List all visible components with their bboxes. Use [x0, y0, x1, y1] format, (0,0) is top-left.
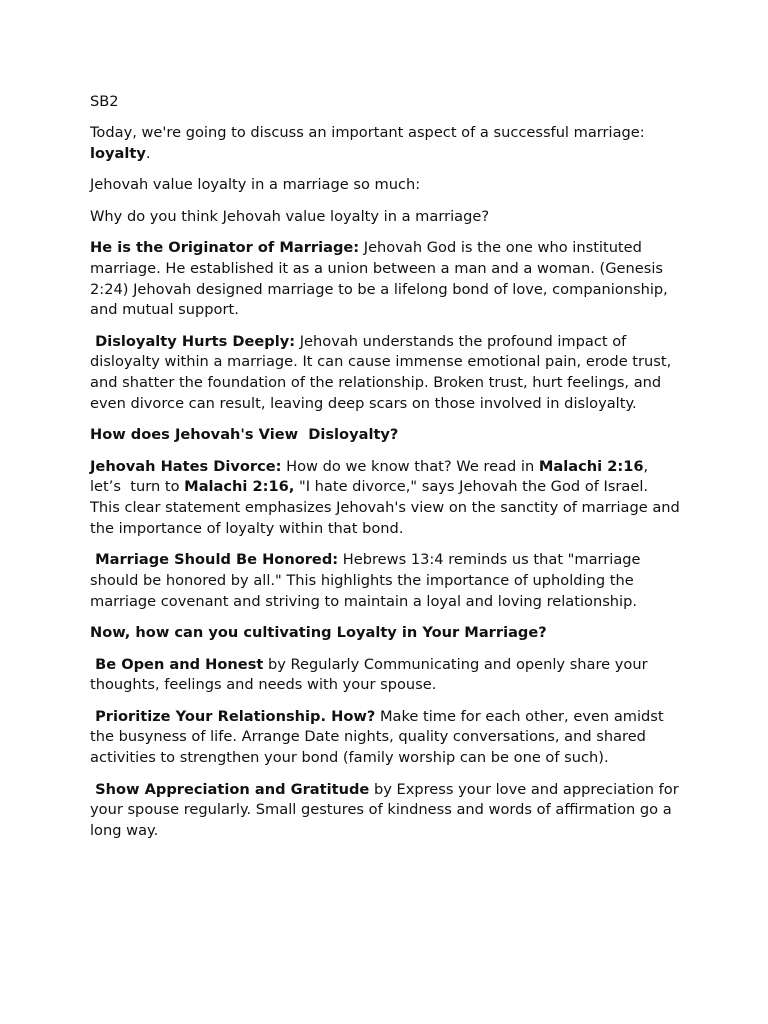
prioritize-text: Make time for each other, even amidst the busyness of life. Arrange Date nights, quality conversations, and shared activities to strengthen your bond (family worship can be one of such). — [90, 707, 669, 767]
question-view-text: How does Jehovah's View Disloyalty? — [90, 426, 399, 444]
open-honest-paragraph — [90, 655, 682, 697]
appreciation-paragraph — [90, 780, 682, 842]
disloyalty-paragraph — [90, 332, 682, 415]
hates-divorce-text-2: , let’s turn to — [90, 457, 653, 496]
malachi-reference-2: Malachi 2:16, — [184, 478, 295, 496]
question-view-paragraph — [90, 425, 682, 446]
value-paragraph — [90, 175, 682, 196]
document-page — [90, 92, 685, 852]
intro-text: Today, we're going to discuss an important aspect of a successful marriage: — [90, 124, 650, 142]
intro-paragraph — [90, 123, 682, 165]
originator-heading: He is the Originator of Marriage: — [90, 238, 360, 256]
malachi-reference-1: Malachi 2:16 — [538, 457, 644, 475]
appreciation-heading: Show Appreciation and Gratitude — [90, 780, 370, 798]
honored-paragraph — [90, 550, 682, 612]
open-honest-heading: Be Open and Honest — [90, 655, 264, 673]
hates-divorce-text-3: "I hate divorce," says Jehovah the God of Israel. This clear statement emphasizes Jehovah's view on the sanctity of marriage and the importance of loyalty within that bond. — [90, 478, 685, 538]
open-honest-text: by Regularly Communicating and openly share your thoughts, feelings and needs with your spouse. — [90, 655, 653, 694]
intro-tail: . — [145, 145, 151, 163]
question-why-text: Why do you think Jehovah value loyalty in a marriage? — [90, 207, 490, 225]
honored-text: Hebrews 13:4 reminds us that "marriage should be honored by all." This highlights the importance of upholding the marriage covenant and striving to maintain a loyal and loving relationship. — [90, 551, 646, 610]
originator-text: Jehovah God is the one who instituted marriage. He established it as a union between a man and a woman. (Genesis 2:24) Jehovah designed marriage to be a lifelong bond of love, companionship, and mutual support. — [90, 238, 673, 319]
hates-divorce-paragraph — [90, 457, 685, 540]
prioritize-heading: Prioritize Your Relationship. How? — [90, 707, 376, 725]
hates-divorce-text-1: How do we know that? We read in — [281, 457, 539, 475]
disloyalty-heading: Disloyalty Hurts Deeply: — [90, 332, 296, 350]
question-cultivate-paragraph — [90, 623, 682, 644]
document-heading — [90, 92, 682, 113]
heading-text: SB2 — [90, 93, 119, 110]
intro-bold: loyalty — [90, 145, 146, 163]
question-cultivate-text: Now, how can you cultivating Loyalty in Your Marriage? — [90, 624, 547, 642]
value-text: Jehovah value loyalty in a marriage so much: — [90, 176, 421, 194]
prioritize-paragraph — [90, 707, 682, 769]
question-why-paragraph — [90, 207, 682, 228]
disloyalty-text: Jehovah understands the profound impact of disloyalty within a marriage. It can cause immense emotional pain, erode trust, and shatter the foundation of the relationship. Broken trust, hurt feelings, and even divorce can result, leaving deep scars on those involved in disloyalty. — [90, 332, 676, 413]
honored-heading: Marriage Should Be Honored: — [90, 551, 339, 569]
hates-divorce-heading: Jehovah Hates Divorce: — [90, 457, 282, 475]
appreciation-text: by Express your love and appreciation for your spouse regularly. Small gestures of kindness and words of affirmation go a long way. — [90, 780, 684, 840]
originator-paragraph — [90, 238, 682, 321]
